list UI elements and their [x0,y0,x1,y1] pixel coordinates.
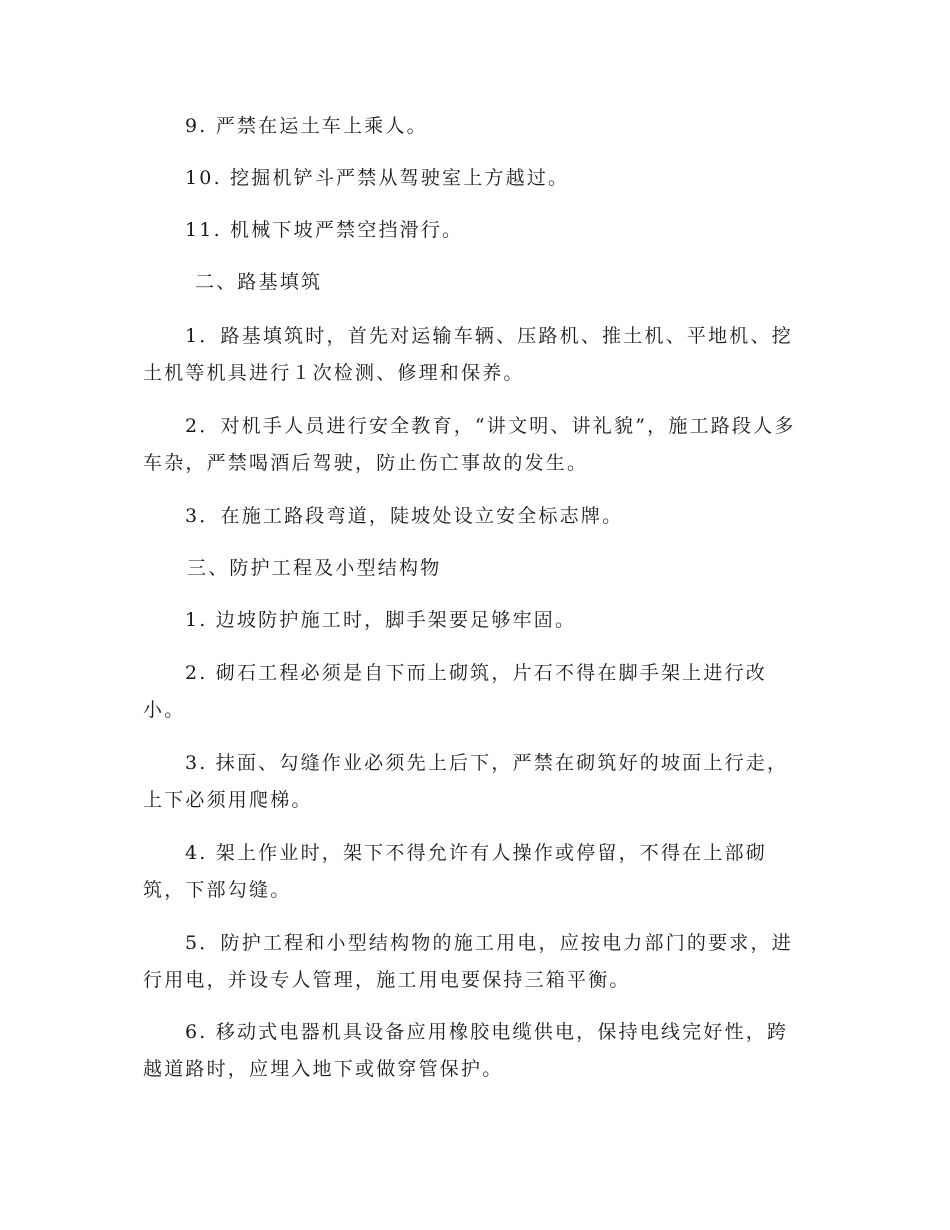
section-heading-roadbed-filling: 二、路基填筑 [195,271,323,293]
paragraph-protection-4: 4. 架上作业时，架下不得允许有人操作或停留，不得在上部砌筑，下部勾缝。 [143,842,767,901]
paragraph-roadbed-2: 2．对机手人员进行安全教育，“讲文明、讲礼貌”，施工路段人多车杂，严禁喝酒后驾驶，防止伤亡事故的发生。 [143,415,796,474]
paragraph-item-9: 9. 严禁在运土车上乘人。 [185,115,428,137]
paragraph-protection-2: 2. 砌石工程必须是自下而上砌筑，片石不得在脚手架上进行改小。 [143,662,767,721]
paragraph-protection-5: 5．防护工程和小型结构物的施工用电，应按电力部门的要求，进行用电，并设专人管理，施工用电要保持三箱平衡。 [143,932,793,991]
paragraph-roadbed-1: 1．路基填筑时，首先对运输车辆、压路机、推土机、平地机、挖土机等机具进行１次检测、修理和保养。 [143,325,793,384]
section-heading-protection-works: 三、防护工程及小型结构物 [187,557,442,579]
paragraph-protection-6: 6. 移动式电器机具设备应用橡胶电缆供电，保持电线完好性，跨越道路时，应埋入地下或做穿管保护。 [143,1021,789,1080]
paragraph-protection-1: 1. 边坡防护施工时，脚手架要足够牢固。 [185,609,577,631]
paragraph-protection-3: 3. 抹面、勾缝作业必须先上后下，严禁在砌筑好的坡面上行走，上下必须用爬梯。 [143,752,789,811]
paragraph-item-11: 11. 机械下坡严禁空挡滑行。 [185,219,464,241]
paragraph-item-10: 10. 挖掘机铲斗严禁从驾驶室上方越过。 [185,167,570,189]
paragraph-roadbed-3: 3．在施工路段弯道，陡坡处设立安全标志牌。 [185,505,624,527]
